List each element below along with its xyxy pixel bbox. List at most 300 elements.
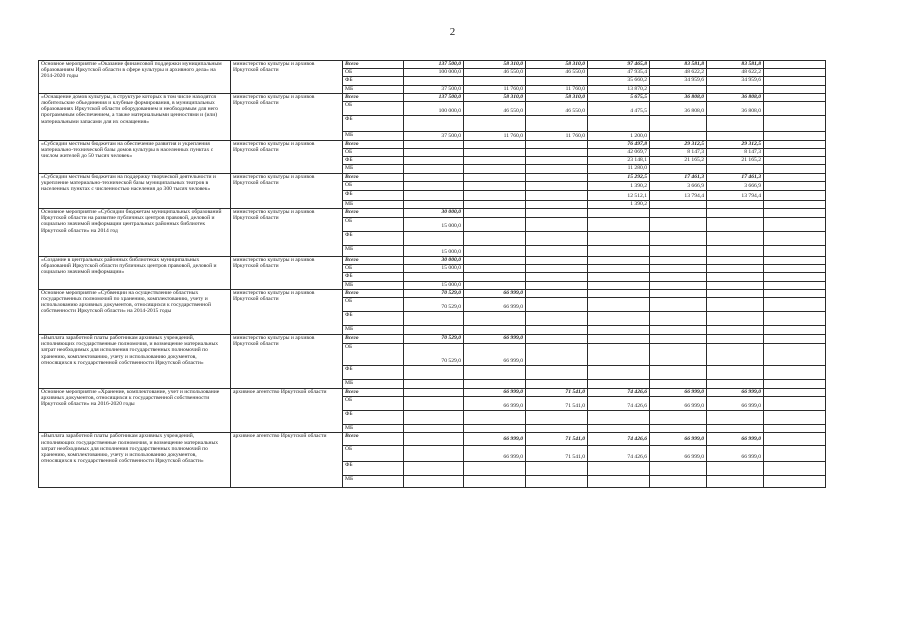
amount-cell: [404, 433, 464, 446]
amount-cell: 11 280,0: [588, 165, 650, 173]
event-name-cell: «Субсидии местным бюджетам на обеспечение развития и укрепления материально-технической базы домов культуры в населенных пунктах с числом жителей до 50 тысяч человек»: [39, 140, 231, 173]
amount-cell: 71 541,0: [526, 433, 588, 446]
amount-cell: [404, 397, 464, 411]
funding-source-cell: МБ: [343, 245, 404, 257]
amount-cell: 71 541,0: [526, 397, 588, 411]
amount-cell: [404, 380, 464, 389]
amount-cell: [588, 116, 650, 132]
amount-cell: 74 426,6: [588, 445, 650, 461]
amount-cell: [526, 411, 588, 425]
amount-cell: 15 000,0: [404, 281, 464, 289]
funding-source-cell: ФБ: [343, 411, 404, 425]
amount-cell: [526, 344, 588, 366]
amount-cell: [707, 281, 764, 289]
amount-cell: 37 500,0: [404, 132, 464, 141]
amount-cell: 34 959,6: [707, 77, 764, 85]
amount-cell: [707, 273, 764, 281]
amount-cell: [404, 425, 464, 433]
amount-cell: 3 666,9: [707, 181, 764, 191]
amount-cell: 11 760,0: [526, 85, 588, 93]
amount-cell: 71 541,0: [526, 445, 588, 461]
amount-cell: 76 497,8: [588, 140, 650, 148]
funding-source-cell: Всего: [343, 209, 404, 218]
executor-cell: министерство культуры и архивов Иркутской области: [231, 173, 343, 208]
amount-cell: [464, 380, 526, 389]
amount-cell: [404, 326, 464, 335]
amount-cell: [464, 257, 526, 265]
amount-cell: 42 069,7: [588, 149, 650, 157]
amount-cell: 35 660,2: [588, 77, 650, 85]
table-row: [39, 61, 826, 69]
amount-cell: 36 808,0: [707, 93, 764, 101]
amount-cell: 58 310,0: [526, 93, 588, 101]
amount-cell: [526, 289, 588, 297]
amount-cell: [526, 217, 588, 231]
amount-cell: [526, 116, 588, 132]
event-name-cell: Основное мероприятие «Субвенции на осуществление областных государственных полномочий по хранению, комплектованию, учету и использованию архивных документов, относящихся к государственной собственности Иркутской области» на 2014-2015 годы: [39, 289, 231, 334]
amount-cell: [707, 289, 764, 297]
amount-cell: 8 147,3: [650, 149, 707, 157]
table-row: [39, 93, 826, 101]
amount-cell: [588, 209, 650, 218]
amount-cell: [707, 132, 764, 141]
amount-cell: [650, 209, 707, 218]
amount-cell: [526, 77, 588, 85]
amount-cell: [526, 140, 588, 148]
amount-cell: [526, 366, 588, 380]
amount-cell: [707, 116, 764, 132]
amount-cell: 46 550,0: [464, 69, 526, 77]
table-row: [39, 257, 826, 265]
amount-cell: [588, 344, 650, 366]
amount-cell: [764, 132, 826, 141]
event-name-cell: «Выплата заработной платы работникам архивных учреждений, исполняющих государственные полномочия, и возмещение материальных затрат необходимых для исполнения государственных полномочий по хранению, комплектованию, учету и использованию документов, относящихся к государственной собственности Иркутской области»: [39, 335, 231, 389]
amount-cell: [650, 200, 707, 208]
funding-source-cell: ФБ: [343, 312, 404, 326]
amount-cell: [464, 116, 526, 132]
amount-cell: 97 465,8: [588, 61, 650, 69]
amount-cell: [764, 411, 826, 425]
amount-cell: [404, 389, 464, 397]
amount-cell: 46 550,0: [526, 69, 588, 77]
amount-cell: [526, 165, 588, 173]
amount-cell: 48 622,2: [707, 69, 764, 77]
amount-cell: [764, 157, 826, 165]
amount-cell: [526, 181, 588, 191]
amount-cell: [764, 85, 826, 93]
amount-cell: 1 390,2: [588, 181, 650, 191]
amount-cell: 36 808,0: [650, 102, 707, 116]
amount-cell: 36 808,0: [650, 93, 707, 101]
amount-cell: [650, 312, 707, 326]
event-name-cell: «Создание в центральных районных библиотеках муниципальных образований Иркутской области публичных центров правовой, деловой и социально значимой информации»: [39, 257, 231, 290]
funding-source-cell: МБ: [343, 425, 404, 433]
funding-source-cell: ОБ: [343, 102, 404, 116]
amount-cell: [650, 335, 707, 344]
funding-source-cell: ФБ: [343, 157, 404, 165]
amount-cell: [707, 335, 764, 344]
amount-cell: [650, 165, 707, 173]
amount-cell: [464, 461, 526, 475]
funding-source-cell: ФБ: [343, 116, 404, 132]
amount-cell: [404, 173, 464, 181]
amount-cell: 15 000,0: [404, 265, 464, 273]
amount-cell: 66 999,0: [650, 389, 707, 397]
amount-cell: [526, 298, 588, 312]
funding-source-cell: МБ: [343, 165, 404, 173]
amount-cell: [526, 461, 588, 475]
amount-cell: [764, 475, 826, 488]
amount-cell: 29 312,5: [707, 140, 764, 148]
amount-cell: [650, 380, 707, 389]
amount-cell: [526, 209, 588, 218]
amount-cell: [526, 475, 588, 488]
amount-cell: [764, 181, 826, 191]
funding-source-cell: ОБ: [343, 298, 404, 312]
amount-cell: [588, 265, 650, 273]
amount-cell: [764, 245, 826, 257]
amount-cell: 21 165,2: [650, 157, 707, 165]
amount-cell: [764, 116, 826, 132]
amount-cell: [464, 366, 526, 380]
amount-cell: 70 529,0: [404, 344, 464, 366]
amount-cell: [588, 335, 650, 344]
amount-cell: [526, 312, 588, 326]
funding-source-cell: Всего: [343, 61, 404, 69]
amount-cell: [764, 445, 826, 461]
amount-cell: [588, 475, 650, 488]
amount-cell: [464, 312, 526, 326]
amount-cell: [650, 85, 707, 93]
amount-cell: [404, 273, 464, 281]
amount-cell: [764, 281, 826, 289]
amount-cell: 5 675,5: [588, 93, 650, 101]
executor-cell: министерство культуры и архивов Иркутской области: [231, 209, 343, 257]
amount-cell: [707, 411, 764, 425]
amount-cell: 11 760,0: [526, 132, 588, 141]
funding-source-cell: Всего: [343, 433, 404, 446]
amount-cell: [526, 149, 588, 157]
amount-cell: [764, 102, 826, 116]
amount-cell: [526, 231, 588, 245]
amount-cell: [404, 461, 464, 475]
amount-cell: [650, 245, 707, 257]
amount-cell: [464, 77, 526, 85]
amount-cell: 13 794,4: [650, 191, 707, 201]
amount-cell: 1 390,2: [588, 200, 650, 208]
funding-source-cell: Всего: [343, 289, 404, 297]
amount-cell: [707, 257, 764, 265]
amount-cell: [526, 425, 588, 433]
table-row: [39, 209, 826, 218]
amount-cell: [650, 265, 707, 273]
amount-cell: 12 512,1: [588, 191, 650, 201]
funding-source-cell: ОБ: [343, 149, 404, 157]
amount-cell: 74 426,6: [588, 397, 650, 411]
amount-cell: 66 999,0: [464, 389, 526, 397]
amount-cell: 8 147,3: [707, 149, 764, 157]
amount-cell: 66 999,0: [464, 433, 526, 446]
amount-cell: [526, 257, 588, 265]
amount-cell: [404, 140, 464, 148]
amount-cell: 66 999,0: [707, 445, 764, 461]
amount-cell: [404, 77, 464, 85]
amount-cell: [588, 425, 650, 433]
table-row: [39, 335, 826, 344]
amount-cell: [764, 397, 826, 411]
funding-source-cell: МБ: [343, 281, 404, 289]
amount-cell: [707, 461, 764, 475]
amount-cell: 58 310,0: [526, 61, 588, 69]
funding-source-cell: ОБ: [343, 397, 404, 411]
amount-cell: [526, 281, 588, 289]
amount-cell: [526, 326, 588, 335]
amount-cell: [588, 366, 650, 380]
funding-source-cell: Всего: [343, 335, 404, 344]
funding-source-cell: МБ: [343, 326, 404, 335]
funding-source-cell: Всего: [343, 257, 404, 265]
amount-cell: [707, 265, 764, 273]
amount-cell: [404, 312, 464, 326]
amount-cell: [464, 326, 526, 335]
amount-cell: [650, 257, 707, 265]
amount-cell: 37 500,0: [404, 85, 464, 93]
amount-cell: [650, 217, 707, 231]
amount-cell: 66 999,0: [464, 445, 526, 461]
amount-cell: [764, 326, 826, 335]
amount-cell: [588, 281, 650, 289]
funding-source-cell: ОБ: [343, 181, 404, 191]
funding-source-cell: МБ: [343, 85, 404, 93]
amount-cell: [707, 380, 764, 389]
amount-cell: [764, 265, 826, 273]
amount-cell: [707, 209, 764, 218]
amount-cell: 66 999,0: [464, 335, 526, 344]
amount-cell: 100 000,0: [404, 69, 464, 77]
funding-source-cell: ОБ: [343, 445, 404, 461]
funding-source-cell: МБ: [343, 200, 404, 208]
amount-cell: [764, 273, 826, 281]
amount-cell: [526, 273, 588, 281]
table-row: [39, 389, 826, 397]
amount-cell: [650, 116, 707, 132]
executor-cell: министерство культуры и архивов Иркутской области: [231, 93, 343, 140]
amount-cell: [404, 475, 464, 488]
executor-cell: министерство культуры и архивов Иркутской области: [231, 61, 343, 94]
amount-cell: [764, 61, 826, 69]
funding-source-cell: ФБ: [343, 77, 404, 85]
table-row: [39, 289, 826, 297]
amount-cell: 29 312,5: [650, 140, 707, 148]
page-number: 2: [449, 26, 456, 38]
amount-cell: [707, 245, 764, 257]
funding-source-cell: МБ: [343, 380, 404, 389]
amount-cell: [526, 157, 588, 165]
amount-cell: 74 426,6: [588, 433, 650, 446]
amount-cell: [764, 344, 826, 366]
table-row: [39, 433, 826, 446]
amount-cell: [404, 411, 464, 425]
executor-cell: министерство культуры и архивов Иркутской области: [231, 335, 343, 389]
table-row: [39, 140, 826, 148]
amount-cell: 21 165,2: [707, 157, 764, 165]
amount-cell: [650, 281, 707, 289]
amount-cell: 15 292,5: [588, 173, 650, 181]
amount-cell: [588, 326, 650, 335]
amount-cell: [588, 461, 650, 475]
amount-cell: [764, 77, 826, 85]
amount-cell: [764, 389, 826, 397]
amount-cell: 30 000,0: [404, 209, 464, 218]
amount-cell: 15 000,0: [404, 245, 464, 257]
amount-cell: [764, 200, 826, 208]
amount-cell: [764, 335, 826, 344]
amount-cell: [526, 191, 588, 201]
amount-cell: [404, 231, 464, 245]
event-name-cell: Основное мероприятие «Хранение, комплектование, учет и использование архивных документов, относящихся к государственной собственности Иркутской области» на 2016-2020 годы: [39, 389, 231, 433]
amount-cell: [404, 181, 464, 191]
amount-cell: [707, 326, 764, 335]
amount-cell: [464, 149, 526, 157]
amount-cell: 15 000,0: [404, 217, 464, 231]
executor-cell: министерство культуры и архивов Иркутской области: [231, 140, 343, 173]
executor-cell: министерство культуры и архивов Иркутской области: [231, 289, 343, 334]
amount-cell: [707, 165, 764, 173]
amount-cell: 58 310,0: [464, 61, 526, 69]
amount-cell: 17 461,3: [650, 173, 707, 181]
amount-cell: [707, 298, 764, 312]
amount-cell: [764, 433, 826, 446]
amount-cell: 66 999,0: [707, 389, 764, 397]
amount-cell: [464, 157, 526, 165]
amount-cell: [764, 425, 826, 433]
funding-source-cell: ФБ: [343, 231, 404, 245]
amount-cell: [707, 217, 764, 231]
amount-cell: [526, 335, 588, 344]
amount-cell: [404, 191, 464, 201]
amount-cell: 66 999,0: [650, 433, 707, 446]
amount-cell: [588, 257, 650, 265]
amount-cell: [464, 165, 526, 173]
amount-cell: 137 500,0: [404, 61, 464, 69]
amount-cell: [764, 69, 826, 77]
amount-cell: [464, 191, 526, 201]
funding-source-cell: ФБ: [343, 273, 404, 281]
amount-cell: [707, 425, 764, 433]
amount-cell: [464, 231, 526, 245]
amount-cell: [464, 181, 526, 191]
amount-cell: [526, 200, 588, 208]
amount-cell: [404, 366, 464, 380]
amount-cell: 4 475,5: [588, 102, 650, 116]
amount-cell: [764, 380, 826, 389]
amount-cell: [404, 157, 464, 165]
amount-cell: [588, 289, 650, 297]
amount-cell: 66 999,0: [707, 397, 764, 411]
amount-cell: [650, 231, 707, 245]
amount-cell: [764, 93, 826, 101]
amount-cell: [404, 116, 464, 132]
amount-cell: [650, 475, 707, 488]
amount-cell: [707, 366, 764, 380]
funding-source-cell: Всего: [343, 140, 404, 148]
amount-cell: [650, 132, 707, 141]
amount-cell: 23 148,1: [588, 157, 650, 165]
amount-cell: [707, 312, 764, 326]
amount-cell: 70 529,0: [404, 335, 464, 344]
amount-cell: [650, 298, 707, 312]
amount-cell: [588, 298, 650, 312]
amount-cell: 70 529,0: [404, 289, 464, 297]
amount-cell: 70 529,0: [404, 298, 464, 312]
amount-cell: 11 760,0: [464, 85, 526, 93]
amount-cell: 58 310,0: [464, 93, 526, 101]
amount-cell: 66 999,0: [464, 298, 526, 312]
amount-cell: [404, 149, 464, 157]
amount-cell: [707, 475, 764, 488]
amount-cell: [764, 191, 826, 201]
amount-cell: [464, 200, 526, 208]
amount-cell: 3 666,9: [650, 181, 707, 191]
amount-cell: 46 550,0: [526, 102, 588, 116]
amount-cell: 46 550,0: [464, 102, 526, 116]
amount-cell: [650, 273, 707, 281]
amount-cell: 66 999,0: [464, 289, 526, 297]
event-name-cell: Основное мероприятие «Оказание финансовой поддержки муниципальным образованиям Иркутской области в сфере культуры и архивного дела» на 2014-2020 годы: [39, 61, 231, 94]
amount-cell: [464, 173, 526, 181]
amount-cell: [404, 200, 464, 208]
amount-cell: [464, 140, 526, 148]
funding-source-cell: ФБ: [343, 366, 404, 380]
amount-cell: [464, 265, 526, 273]
amount-cell: 66 999,0: [464, 344, 526, 366]
amount-cell: [764, 149, 826, 157]
amount-cell: [764, 312, 826, 326]
amount-cell: 83 581,8: [650, 61, 707, 69]
funding-source-cell: МБ: [343, 132, 404, 141]
amount-cell: [464, 475, 526, 488]
amount-cell: [764, 140, 826, 148]
amount-cell: [764, 289, 826, 297]
amount-cell: 17 461,3: [707, 173, 764, 181]
executor-cell: архивное агентство Иркутской области: [231, 433, 343, 488]
amount-cell: [650, 289, 707, 297]
amount-cell: [650, 461, 707, 475]
amount-cell: [526, 380, 588, 389]
executor-cell: архивное агентство Иркутской области: [231, 389, 343, 433]
table-row: [39, 173, 826, 181]
amount-cell: [764, 231, 826, 245]
amount-cell: [464, 209, 526, 218]
amount-cell: 71 541,0: [526, 389, 588, 397]
amount-cell: [588, 411, 650, 425]
amount-cell: 13 870,2: [588, 85, 650, 93]
amount-cell: [707, 231, 764, 245]
amount-cell: 66 999,0: [650, 397, 707, 411]
amount-cell: 11 760,0: [464, 132, 526, 141]
amount-cell: [588, 273, 650, 281]
amount-cell: [650, 344, 707, 366]
amount-cell: [464, 411, 526, 425]
event-name-cell: «Выплата заработной платы работникам архивных учреждений, исполняющих государственные полномочия, и возмещение материальных затрат необходимых для исполнения государственных полномочий по хранению, комплектованию, учету и использованию документов, относящихся к государственной собственности Иркутской области»: [39, 433, 231, 488]
amount-cell: [588, 312, 650, 326]
amount-cell: 36 808,0: [707, 102, 764, 116]
amount-cell: [707, 85, 764, 93]
executor-cell: министерство культуры и архивов Иркутской области: [231, 257, 343, 290]
amount-cell: [764, 461, 826, 475]
funding-source-cell: ФБ: [343, 461, 404, 475]
amount-cell: [764, 165, 826, 173]
